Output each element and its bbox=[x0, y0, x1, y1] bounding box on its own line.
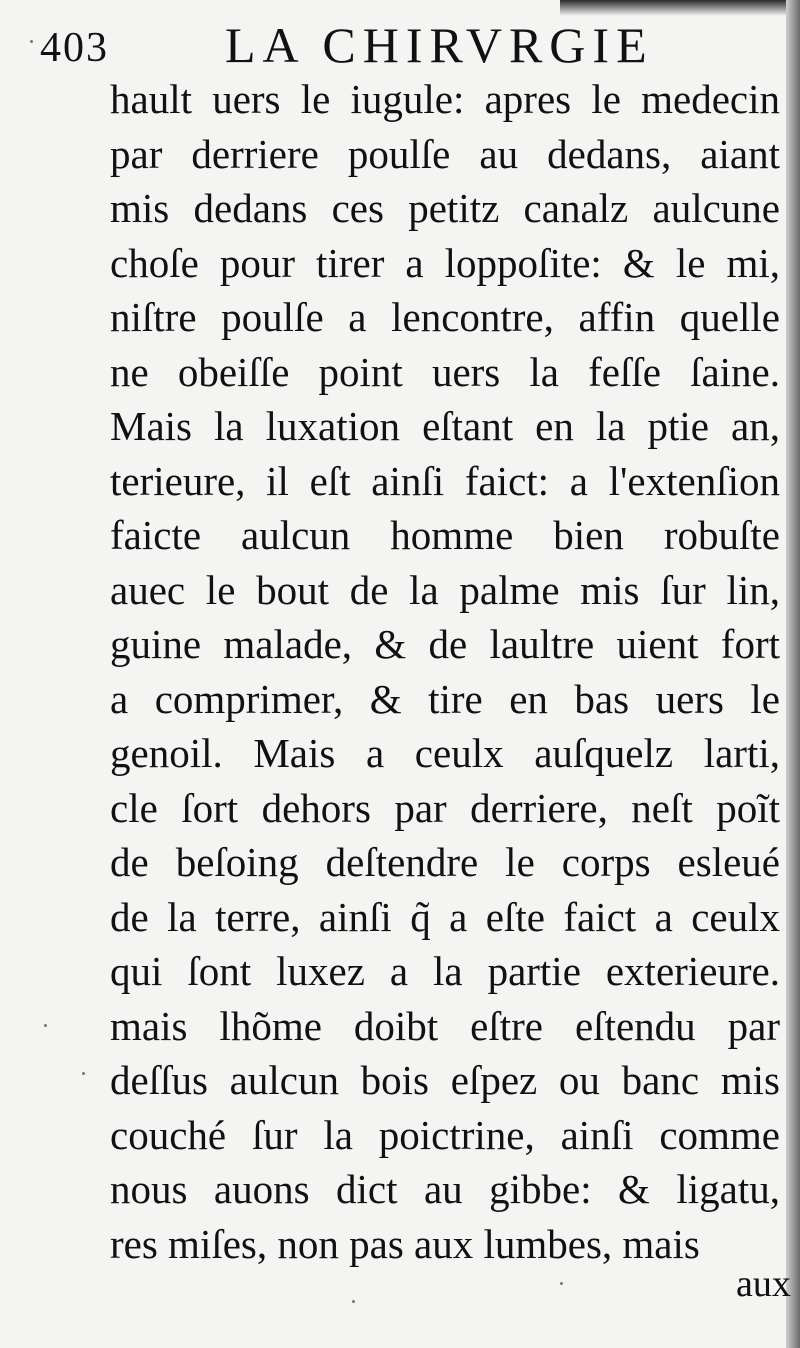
text-line: deſſus aulcun bois eſpez ou banc mis bbox=[110, 1057, 780, 1103]
paper-speck bbox=[44, 1024, 47, 1027]
paper-speck bbox=[30, 40, 33, 43]
text-line: choſe pour tirer a loppoſite: & le mi, bbox=[110, 239, 780, 286]
paper-speck bbox=[82, 1072, 85, 1075]
scan-shadow-right bbox=[786, 0, 800, 1348]
text-line: auec le bout de la palme mis ſur lin, bbox=[110, 566, 780, 613]
paper-speck bbox=[560, 1282, 563, 1285]
page-header bbox=[40, 14, 760, 74]
text-line: res miſes, non pas aux lumbes, mais bbox=[110, 1220, 700, 1267]
text-line: couché ſur la poictrine, ainſi comme bbox=[110, 1111, 780, 1158]
text-line: de la terre, ainſi q̃ a eſte faict a ceulx bbox=[110, 893, 780, 940]
text-line: guine malade, & de laultre uient fort bbox=[110, 621, 780, 667]
body-text bbox=[110, 72, 780, 1271]
page-number: 403 bbox=[40, 25, 109, 71]
text-line: de beſoing deſtendre le corps esleué bbox=[110, 839, 780, 885]
text-line: a comprimer, & tire en bas uers le bbox=[110, 675, 780, 722]
text-line: faicte aulcun homme bien robuſte bbox=[110, 512, 780, 558]
text-line: mais lhõme doibt eſtre eſtendu par bbox=[110, 1002, 780, 1049]
running-head: LA CHIRVRGIE bbox=[225, 17, 654, 73]
text-line: terieure, il eſt ainſi faict: a l'extenſion bbox=[110, 457, 780, 504]
text-line: cle ſort dehors par derriere, neſt poĩt bbox=[110, 784, 780, 831]
catchword: aux bbox=[736, 1263, 791, 1305]
text-line: qui ſont luxez a la partie exterieure. bbox=[110, 948, 780, 994]
text-line: Mais la luxation eſtant en la ptie an, bbox=[110, 403, 780, 449]
text-line: genoil. Mais a ceulx auſquelz larti, bbox=[110, 730, 780, 776]
text-line: mis dedans ces petitz canalz aulcune bbox=[110, 185, 780, 231]
paper-speck bbox=[352, 1300, 355, 1303]
text-line: par derriere poulſe au dedans, aiant bbox=[110, 130, 780, 177]
text-line: hault uers le iugule: apres le medecin bbox=[110, 76, 780, 122]
text-line: nous auons dict au gibbe: & ligatu, bbox=[110, 1166, 780, 1212]
text-line: ne obeiſſe point uers la feſſe ſaine. bbox=[110, 348, 780, 395]
text-line: niſtre poulſe a lencontre, affin quelle bbox=[110, 294, 780, 340]
